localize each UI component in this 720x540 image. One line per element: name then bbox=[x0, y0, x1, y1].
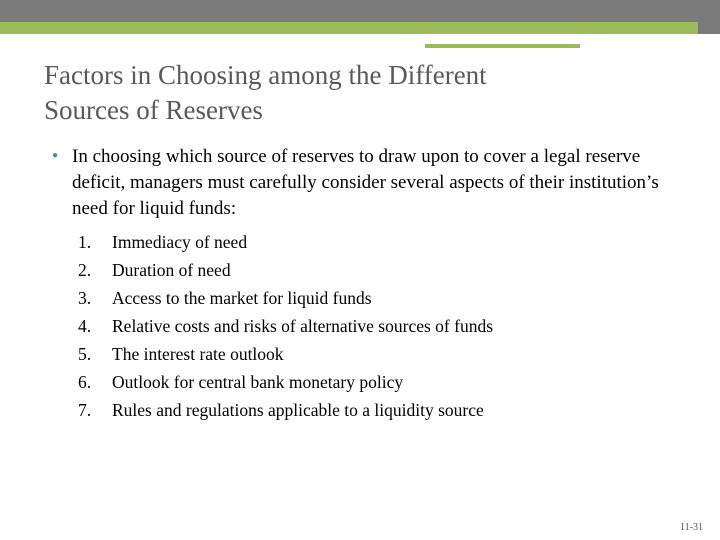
factor-item bbox=[44, 228, 684, 256]
title-accent-line bbox=[425, 44, 580, 48]
factor-number: 4. bbox=[78, 316, 92, 336]
slide-title bbox=[44, 58, 684, 128]
green-banner-stripe bbox=[0, 22, 720, 34]
page-number: 11-31 bbox=[680, 522, 703, 533]
factor-number: 7. bbox=[78, 400, 92, 420]
factor-text: Outlook for central bank monetary policy bbox=[112, 372, 404, 392]
slide-title-line-2: Sources of Reserves bbox=[44, 95, 263, 125]
factor-number: 1. bbox=[78, 232, 92, 252]
main-bullet-text: In choosing which source of reserves to draw upon to cover a legal reserve deficit, managers must carefully consider several aspects of their institution’s need for liquid funds: bbox=[72, 146, 659, 219]
factor-text: The interest rate outlook bbox=[112, 344, 284, 364]
factor-item bbox=[44, 340, 684, 368]
factor-text: Rules and regulations applicable to a liquidity source bbox=[112, 400, 484, 420]
slide-title-line-1: Factors in Choosing among the Different bbox=[44, 60, 487, 90]
factor-text: Access to the market for liquid funds bbox=[112, 288, 372, 308]
factor-number: 5. bbox=[78, 344, 92, 364]
top-banner bbox=[0, 0, 720, 22]
factor-number: 3. bbox=[78, 288, 92, 308]
factor-text: Immediacy of need bbox=[112, 232, 248, 252]
main-bullet bbox=[44, 144, 684, 222]
factor-number: 2. bbox=[78, 260, 92, 280]
factors-list bbox=[44, 228, 684, 424]
factor-text: Relative costs and risks of alternative sources of funds bbox=[112, 316, 494, 336]
factor-item bbox=[44, 256, 684, 284]
factor-item bbox=[44, 368, 684, 396]
factor-item bbox=[44, 312, 684, 340]
corner-block bbox=[698, 0, 720, 34]
slide-body bbox=[44, 144, 684, 424]
bullet-dot-icon: ● bbox=[52, 150, 59, 161]
factor-item bbox=[44, 396, 684, 424]
factor-number: 6. bbox=[78, 372, 92, 392]
factor-item bbox=[44, 284, 684, 312]
factor-text: Duration of need bbox=[112, 260, 231, 280]
